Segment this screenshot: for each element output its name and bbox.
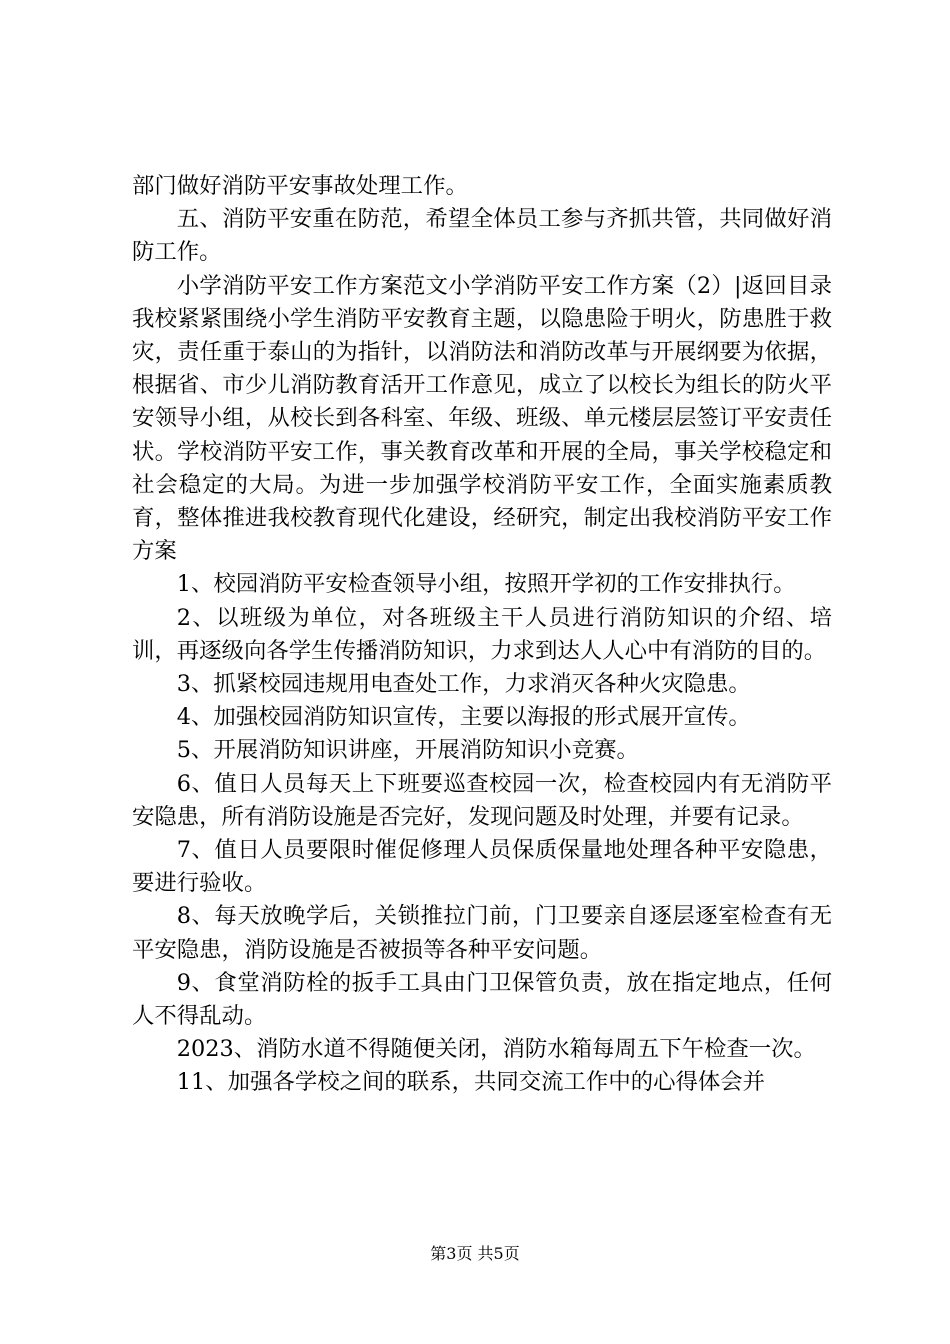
paragraph: 小学消防平安工作方案范文小学消防平安工作方案（2）|返回目录我校紧紧围绕小学生消防平安教育主题，以隐患险于明火，防患胜于救灾，责任重于泰山的为指针，以消防法和消防改革与开展纲要为依据，根据省、市少儿消防教育活开工作意见，成立了以校长为组长的防火平安领导小组，从校长到各科室、年级、班级、单元楼层层签订平安责任状。学校消防平安工作，事关教育改革和开展的全局，事关学校稳定和社会稳定的大局。为进一步加强学校消防平安工作，全面实施素质教育，整体推进我校教育现代化建设，经研究，制定出我校消防平安工作方案: [132, 272, 832, 565]
paragraph: 2023、消防水道不得随便关闭，消防水箱每周五下午检查一次。: [176, 1036, 816, 1063]
paragraph: 部门做好消防平安事故处理工作。: [132, 173, 468, 199]
paragraph: 4、加强校园消防知识宣传，主要以海报的形式展开宣传。: [176, 704, 751, 731]
paragraph: 11、加强各学校之间的联系，共同交流工作中的心得体会并: [176, 1069, 766, 1096]
paragraph: 7、值日人员要限时催促修理人员保质保量地处理各种平安隐患，要进行验收。: [132, 837, 832, 897]
paragraph: 5、开展消防知识讲座，开展消防知识小竞赛。: [176, 737, 639, 764]
paragraph: 五、消防平安重在防范，希望全体员工参与齐抓共管，共同做好消防工作。: [132, 206, 832, 266]
page-number: 第3页 共5页: [430, 1244, 520, 1263]
paragraph: 9、食堂消防栓的扳手工具由门卫保管负责，放在指定地点，任何人不得乱动。: [132, 969, 832, 1030]
paragraph: 3、抓紧校园违规用电查处工作，力求消灭各种火灾隐患。: [176, 671, 751, 698]
document-body: [132, 170, 832, 1100]
paragraph: 6、值日人员每天上下班要巡查校园一次，检查校园内有无消防平安隐患，所有消防设施是否完好，发现问题及时处理，并要有记录。: [132, 770, 832, 830]
paragraph: 2、以班级为单位，对各班级主干人员进行消防知识的介绍、培训，再逐级向各学生传播消防知识，力求到达人人心中有消防的目的。: [132, 604, 832, 664]
paragraph: 1、校园消防平安检查领导小组，按照开学初的工作安排执行。: [176, 571, 796, 598]
page-footer: [0, 1244, 950, 1264]
paragraph: 8、每天放晚学后，关锁推拉门前，门卫要亲自逐层逐室检查有无平安隐患，消防设施是否被损等各种平安问题。: [132, 903, 832, 963]
